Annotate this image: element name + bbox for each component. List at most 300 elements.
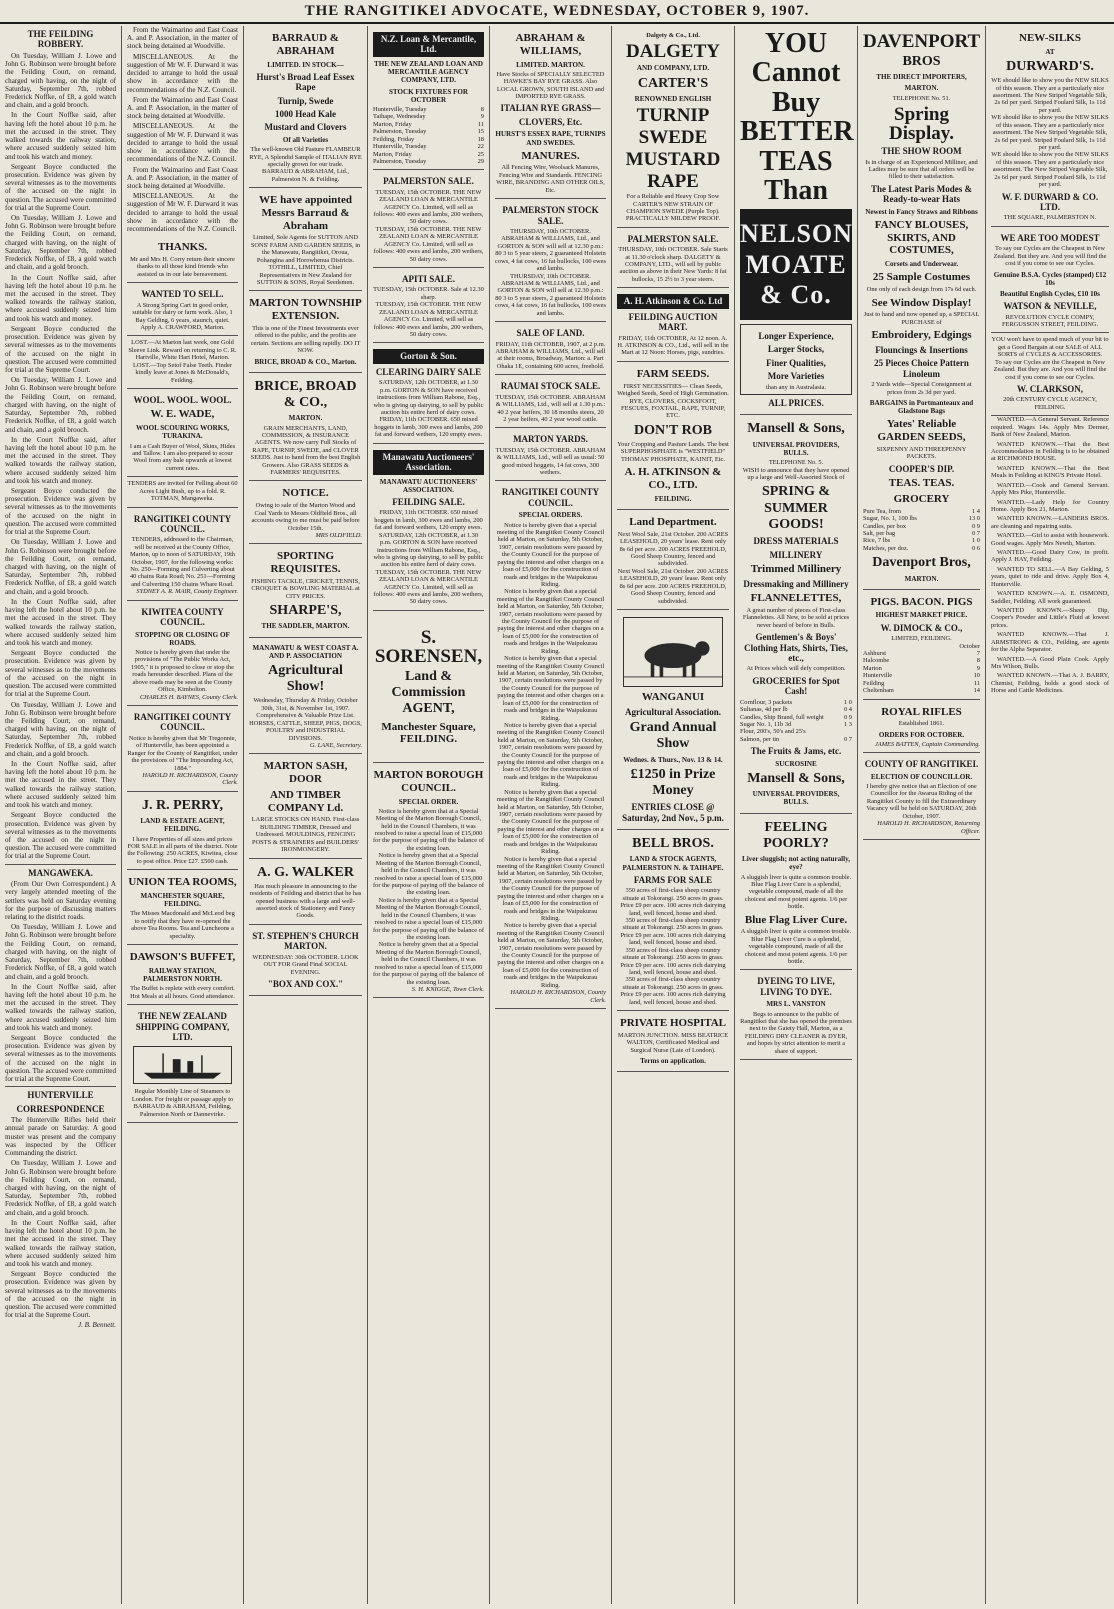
ad-palmerston-sale [373,170,484,268]
ad-marton-township [249,291,362,372]
ad-rangitikei-ranger [127,706,238,792]
ad-item: MILLINERY [769,549,823,560]
ad-text: WEDNESDAY: 30th OCTOBER. LOOK OUT FOR Grand Final SOCIAL EVENING. [252,953,359,976]
ad-subheading: LIMITED, FEILDING. [891,635,952,643]
ad-text: MARTON JUNCTION. MISS BEATRICE WALTON, Certificated Medical and Surgical Nurse (Late of London). [617,1031,729,1054]
ad-subheading: BRICE, BROAD & CO., Marton. [254,357,357,366]
ad-subheading: THE NEW ZEALAND LOAN AND MERCANTILE AGENCY COMPANY, LTD. [373,59,484,85]
ad-apiti-sale [373,268,484,343]
ad-heading: Mansell & Sons, [747,770,845,786]
ad-tag: A. H. Atkinson & Co. Ltd [617,294,729,308]
ad-item: DRESS MATERIALS [753,536,839,547]
ad-subheading: MARTON. [288,414,323,423]
article-paragraph: Sergeant Boyce conducted the prosecution. Evidence was given by several witnesses as to the movements of the accused on the night in question. The accused were committed for trial at the Supreme Court. [5,1034,116,1084]
ad-heading: MARTON BOROUGH COUNCIL. [373,769,484,794]
column-8 [857,26,985,1604]
ad-item: MUSTARD [625,149,721,171]
list-item: Sugar No. 1, 11b 3d 1 3 [740,721,852,729]
nelson-moate-logo: NELSON MOATE & Co. [740,209,852,319]
ad-heading: DON'T ROB [634,422,712,438]
ad-item: Hurst's Broad Leaf Essex Rape [256,71,355,93]
list-item: Flour, 200's, 50's and 25's [740,728,806,736]
ad-text: The well-known Old Pasture FLAMBEUR RYE, A Splendid Sample of ITALIAN RYE specially grown for our trade. [249,146,362,168]
ad-heading: 25 Sample Costumes [872,271,971,284]
article-paragraph: On Tuesday, William J. Lowe and John G. Robinson were brought before the Feilding Court, on remand, charged with having, on the night of Saturday, September 7th, robbed Frederick Noffke, of £8, a gold watch and chain, and a gold brooch. [5,214,116,272]
tea-ad-line: YOU [764,28,828,59]
ad-text: Wednesday, Thursday & Friday, October 30th, 31st, & November 1st, 1907. Comprehensive & Valuable Prize List. HORSES, CATTLE, SHEEP, PIGS, DOGS, POULTRY and INDUSTRIAL DIVISIONS. [249,697,362,742]
tea-ad-line: Buy [771,86,821,118]
ad-subheading: UNIVERSAL PROVIDERS, BULLS. [752,790,840,807]
article-paragraph: The Hunterville Rifles held their annual parade on Saturday. A good muster was present and the company was inspected by the Officer Commanding the district. [5,1116,116,1158]
ad-text: A sluggish liver is quite a common trouble. Blue Flag Liver Cure is a splendid, vegetable compound, made of all the choicest and most potent agents. 1/6 per bottle. [740,873,852,911]
ad-mansell-spring [740,415,852,813]
tea-ad-line: BETTER [740,116,854,148]
ad-heading: The Fruits & Jams, etc. [750,746,842,757]
ad-heading: RAUMAI STOCK SALE. [500,381,601,392]
column-5 [489,26,611,1604]
ad-heading: PALMERSTON SALE. [627,233,719,244]
list-item: WANTED.—Lady Help for Country Home. Apply Box 21, Marton. [991,498,1109,513]
list-item: Cornflour, 3 packets 1 0 [740,698,852,706]
ad-heading: FANCY BLOUSES, SKIRTS, AND COSTUMES, [874,218,969,257]
ad-text: Begs to announce to the public of Rangitikei that she has opened the premises next to the Gaiety Hall, Marton, as a FEILDING DRY CLEANER & DYER, and hopes by strict attention to merit a share of support. [740,1010,852,1055]
telephone: TELEPHONE No. 51. [892,94,951,102]
ad-text: The Misses Macdonald and McLeod beg to notify that they have re-opened the above Tea Rooms. Tea and Luncheons a speciality. [130,910,235,940]
ad-text: One only of each design from 17s 6d each. [866,286,977,294]
grocery-price-list [863,508,980,553]
list-item: Ashhurst 7 [863,649,980,657]
ad-heading: A. H. ATKINSON & CO., LTD. [624,466,722,492]
ad-text: TUESDAY, 15th OCTOBER. THE NEW ZEALAND LOAN & MERCANTILE AGENCY Co. Limited, will sell as follows: 400 ewes and lambs, 200 wethers, 50 dairy cows. [373,568,484,606]
list-item: Hunterville 10 [863,672,980,680]
ad-barraud-abraham [249,26,362,188]
ad-text: 350 acres of first-class sheep country situate at Tokorangi. 250 acres in grass. Price £9 per acre. 100 acres rich dairying land, well fenced, house and shed. [620,946,726,976]
ad-item: ITALIAN RYE GRASS— [500,103,601,114]
ad-subheading: THE SADDLER, MARTON. [261,622,350,631]
ad-item: Of all Varieties [282,135,329,144]
ad-text: LOST.—Top Setof False Teeth. Finder kindly leave at Jones & McDonald's, Feilding. [133,361,232,384]
ad-heading: CLEARING DAIRY SALE [375,366,482,377]
wanted-ads [991,416,1109,694]
ad-item: MANURES. [521,149,580,162]
ad-heading: WOOL. WOOL. WOOL. [133,394,232,405]
ad-text: I am a Cash Buyer of Wool, Skins, Hides and Tallow. I am also prepared to scour Wool from any bale upwards at lowest current rates. [129,442,236,472]
ad-vanston-dyer [740,970,852,1060]
ad-text: Your Cropping and Pasture Lands. The best SUPERPHOSPHATE is "WESTFIELD" THOMAS' PHOSPHATE, KAINIT, Etc. [617,441,729,463]
ad-subheading: UNIVERSAL PROVIDERS, BULLS. [752,440,840,457]
ad-heading: THANKS. [157,241,208,254]
ad-text: WE should like to show you the NEW SILKS of this season. They are a particularly nice assortment. The New Striped Vegetable Silk, 2s 6d per yard. Striped Foulard Silk, 1s 11d per yard. [991,114,1109,151]
feature-item: More Varieties [767,371,825,382]
article-paragraph: Sergeant Boyce conducted the prosecution. Evidence was given by several witnesses as to the movements of the accused on the night in question. The accused were committed for trial at the Supreme Court. [5,649,116,699]
ad-heading: FEILDING SALE. [392,496,465,507]
ad-text: Notice is hereby given that at a Special Meeting of the Marton Borough Council, held in the Council Chambers, it was resolved to raise a special loan of £15,000 for the purpose of paying off the balance of the existing loan. [373,852,484,897]
ad-item: The Latest Paris Modes & Ready-to-wear Hats [871,183,972,205]
ad-item: SWEDE [638,127,708,149]
list-item: Pure Tea, from 1 4 [863,507,980,515]
ad-item: 1000 Head Kale [275,109,336,120]
ad-text: TUESDAY, 15th OCTOBER. Sale at 12.30 sharp. [373,286,484,301]
ad-text: SIXPENNY AND THREEPENNY PACKETS. [876,445,967,461]
list-item: Cheltenham 14 [863,687,980,695]
ad-subheading: SPECIAL ORDER. [398,797,459,806]
ad-heading: COOPER'S DIP. [888,463,955,474]
ad-heading: Gentlemen's & Boys' Clothing Hats, Shirts, Ties, etc., [744,632,848,664]
ad-text: WE should like to show you the NEW SILKS of this season. They are a particularly nice assortment. The New Striped Vegetable Silk, 2s 6d per yard. Striped Foulard Silk, 1s 11d per yard. [991,151,1109,189]
list-item: Marton, Friday 11 [373,120,484,128]
tea-ad-line: TEAS [759,145,833,177]
ad-tag: Dalgety & Co., Ltd. [646,32,700,39]
list-item: WANTED TO SELL.—A Bay Gelding, 5 years, quiet to ride and drive. Apply Box 4, Hunterville. [991,565,1109,588]
ad-heading: FLANNELETTES, [750,592,842,605]
ad-text: Regular Monthly Line of Steamers to London. For freight or passage apply to BARRAUD & ABRAHAM, Feilding, Palmerston North or Dannevirke. [131,1088,234,1118]
ad-heading: GROCERY [893,493,950,505]
list-item: WANTED.—A General Servant. Reference required. Wages 14s. Apply Mrs Dermer, Bank of New Zealand, Marton. [991,416,1109,439]
ad-heading: DAVENPORT [863,31,981,52]
ad-text: The Buffet is replete with every comfort. Hot Meals at all hours. Good attendance. [130,985,235,1000]
ad-text: FIRST NECESSITIES— Clean Seeds, Weighed Seeds, Seed of High Germination. RYE, CLOVERS, COCKSFOOT, FESCUES, FOXTAIL, RAPE, TURNIP, ETC. [617,382,729,420]
ad-item: Turnip, Swede [277,95,334,106]
ad-rangitikei-special [495,481,606,1009]
ad-closing: ENTRIES CLOSE @ Saturday, 2nd Nov., 5 p.m. [622,802,724,823]
ad-item: CLOVERS, Etc. [518,116,583,127]
ad-wool [127,389,238,477]
article-paragraph: On Tuesday, William J. Lowe and John G. Robinson were brought before the Feilding Court, on remand, charged with having, on the night of Saturday, September 7th, robbed Frederick Noffke, of £8, a gold watch and chain, and a gold brooch. [5,923,116,981]
ad-atkinson-mart [617,288,729,362]
ad-text: SATURDAY, 12th OCTOBER, at 1.30 p.m. GORTON & SON have received instructions from William Rabone, Esq., who is giving up dairying, to sell by public auction his entire herd of dairy cows. [373,379,484,416]
ad-thanks [127,235,238,283]
ad-heading: FEILDING AUCTION MART. [628,311,718,333]
ad-subheading: MARTON. [904,84,939,93]
ad-heading: BROS [902,54,941,69]
ad-prize: £1250 in Prize Money [630,766,716,799]
ad-heading: W. DIMOCK & CO., [880,622,963,633]
ad-heading: Blue Flag Liver Cure. [744,913,848,926]
ad-heading: SPRING & SUMMER GOODS! [761,484,831,532]
ad-sporting [249,544,362,637]
ad-text: Mr and Mrs H. Corry return their sincere thanks to all those kind friends who assisted us in our late bereavement. [130,256,235,278]
column-4 [367,26,489,1604]
ad-address: Manchester Square, FEILDING. [381,720,476,746]
list-item: WANTED KNOWN.—That A. J. BARRY, Chemist, Feilding, holds a good stock of Horse and Cattle Medicines. [991,672,1109,695]
ad-text: LOST.—At Marton last week, one Gold Sleeve Link. Reward on returning to C. R. Hartville, White Hart Hotel, Marton. [128,339,237,362]
signature: MRS OLDFIELD. [315,531,362,539]
ad-item: Mustard and Clovers [264,122,347,133]
list-item: Hunterville, Tuesday 8 [373,105,484,113]
ad-shipping [127,1005,238,1123]
ad-subheading: HIGHEST MARKET PRICE. [875,611,968,620]
ad-subheading: FARMS FOR SALE [633,874,713,885]
ad-subheading: AND COMPANY, LTD. [636,64,710,73]
ad-marton-sash [249,754,362,858]
article-paragraph: MISCELLANEOUS. At the suggestion of Mr W. F. Durward it was decided to arrange to hold the usual show in accordance with the recommendations of the N.Z. Council. [127,122,238,164]
ad-text: TENDERS, addressed to the Chairman, will be received at the County Office, Marton, up to noon of SATURDAY, 19th October, 1907, for the following works: No. 250—Forming and Culverting about 40 chains Rata Road; No. 251—Forming and Culverting 150 chains Whare Road. [129,536,236,588]
signature: SYDNEY A. R. MAIR, County Engineer. [136,588,238,596]
ad-heading: TEAS. TEAS. [888,477,955,490]
ad-text: This is one of the Finest Investments ever offered to the public, and the profits are certain. Sections are selling rapidly. DO IT NOW. [250,324,361,355]
signature: JAMES BATTEN, Captain Commanding. [874,740,980,748]
article-paragraph: Sergeant Boyce conducted the prosecution. Evidence was given by several witnesses as to the movements of the accused on the night in question. The accused were committed for trial at the Supreme Court. [5,1270,116,1320]
ad-heading: APITI SALE. [401,274,455,284]
ship-illustration [133,1046,232,1084]
article-paragraph: Sergeant Boyce conducted the prosecution. Evidence was given by several witnesses as to the movements of the accused on the night in question. The accused were committed for trial at the Supreme Court. [5,487,116,537]
ad-subheading: AT [1045,47,1055,56]
features-box [740,324,852,395]
column-7 [734,26,857,1604]
ad-text: Notice is hereby given that a special meeting of the Rangitikei County Council held at Marton, on Saturday, 5th October, 1907, certain resolutions were passed by the County Council for the purpose of paying the interest and other charges on a loan of £5,000 for the construction of roads and bridges in the Waipukurau Riding. [496,922,605,989]
signature: HAROLD H. RICHARDSON, Returning Officer. [877,820,980,835]
signature: G. LANE, Secretary. [309,742,362,749]
ad-heading: Yates' Reliable GARDEN SEEDS, [877,418,966,444]
ad-abraham-williams [495,26,606,199]
ad-heading: Spring Display. [889,104,954,145]
ad-text: Notice is hereby given that a special meeting of the Rangitikei County Council held at Marton, on Saturday, 5th October, 1907, certain resolutions were passed by the County Council for the purpose of paying the interest and other charges on a loan of £5,000 for the construction of roads and bridges in the Waipukurau Riding. [496,788,605,856]
ad-heading: SALE OF LAND. [516,328,585,339]
ad-text: To say our Cycles are the Cheapest in New Zealand. But they are. And you will find the cost if you come to see our Cycles. [993,245,1107,268]
ad-text: THURSDAY, 10th OCTOBER. Sale Starts at 11.30 o'clock sharp. DALGETY & COMPANY, LTD., will sell by public auction as above in their New Yards: 8 fat bullocks, 15 2½ to 3 year steers. [618,246,728,283]
feature-item: Larger Stocks, [767,344,825,355]
list-item: WANTED.—Good Dairy Cow, in profit. Apply J. HAY, Feilding. [991,549,1109,564]
ad-heading: Land Department. [629,515,717,528]
column-6 [611,26,734,1604]
ad-heading: BARRAUD & ABRAHAM [272,32,339,57]
ad-text: TUESDAY, 15th OCTOBER. THE NEW ZEALAND LOAN & MERCANTILE AGENCY Co. Limited, will sell as follows: 400 ewes and lambs, 200 wethers, 50 dairy cows. [373,301,484,338]
ad-text: SATURDAY, 12th OCTOBER, at 1.30 p.m. GORTON & SON have received instructions from William Rabone, Esq., who is giving up dairying, to sell by public auction his entire herd of dairy cows. [373,531,484,569]
ad-subheading: MANAWATU & WEST COAST A. AND P. ASSOCIATION [252,643,359,660]
article-paragraph: On Tuesday, William J. Lowe and John G. Robinson were brought before the Feilding Court, on remand, charged with having, on the night of Saturday, September 7th, robbed Frederick Noffke, of £8, a gold watch and chain, and a gold brooch. [5,51,116,110]
ad-election [863,753,980,840]
signature: S. H. KNIGGE, Town Clerk. [411,985,484,993]
ad-heading: S. SORENSEN, [374,626,483,667]
divider [5,1086,116,1087]
tea-ad-line: Cannot [751,57,841,89]
ad-text: FISHING TACKLE, CRICKET, TENNIS, CROQUET & BOWLING MATERIAL at CITY PRICES. [251,577,360,600]
ad-nz-loan [373,26,484,170]
list-item: Candles, Ship Brand, full weight 0 9 [740,713,852,721]
ad-heading: NOTICE. [282,487,329,500]
signature: J. B. Bennett. [77,1321,116,1330]
ad-text: FRIDAY, 11th OCTOBER. 650 mixed hoggets in lamb, 300 ewes and lambs, 200 fat and forward wethers, 120 empty ewes. [374,416,483,439]
fixtures-heading: STOCK FIXTURES FOR OCTOBER [388,87,469,104]
ad-heading: See Window Display! [871,296,972,309]
list-item: WANTED KNOWN.—LANDERS BROS. are cleaning and repairing suits. [991,515,1109,530]
list-item: Taihape, Wednesday 9 [373,113,484,121]
column-2 [121,26,243,1604]
ad-text: TENDERS are invited for Felling about 60 Acres Light Bush, up to a fold. R. TOTMAN, Mangaweka. [127,480,238,503]
article-paragraph: In the Court Noffke said, after having left the hotel about 10 p.m. he met the accused in the street. They walked towards the railway station, where accused suddenly seized him and took his watch and money. [5,982,116,1032]
ad-heading: Grand Annual Show [629,720,717,752]
ad-heading: WE have appointed Messrs Barraud & Abraham [259,194,352,232]
ad-heading: Davenport Bros, [872,555,971,571]
article-paragraph: Sergeant Boyce conducted the prosecution. Evidence was given by several witnesses as to the movements of the accused on the night in question. The accused were committed for trial at the Supreme Court. [5,811,116,861]
ad-heading: ROYAL RIFLES [881,705,962,718]
ad-dawson-buffet [127,945,238,1005]
ad-text: I have Properties of all sizes and prices FOR SALE in all parts of the district. Note the Following: 250 ACRES, Kiwitea, close to post office. Price £27. £500 cash. [127,835,238,865]
fixtures-list [373,106,484,165]
ad-text: FRIDAY, 11th OCTOBER. 650 mixed hoggets in lamb, 300 ewes and lambs, 200 fat and forward wethers, 120 empty ewes. [374,509,483,532]
ad-text: To say our Cycles are the Cheapest in New Zealand. But they are. And you will find the cost if you come to see our Cycles. [993,358,1107,381]
ad-gorton [373,343,484,443]
list-item: WANTED KNOWN.—Sheep Dip, Cooper's Powder and Little's Fluid at lowest prices. [991,606,1109,629]
ad-subheading: ELECTION OF COUNCILLOR. [870,772,973,781]
ad-heading: WATSON & NEVILLE, [1003,301,1097,312]
ad-sale-of-land [495,322,606,375]
ad-heading: MARTON YARDS. [513,434,588,445]
ad-heading: W. E. WADE, [150,408,215,421]
ad-subheading: LAND & ESTATE AGENT, FEILDING. [140,817,225,834]
ad-text: Notice is hereby given that a special meeting of the Rangitikei County Council held at Marton, on Saturday, 5th October, 1907, certain resolutions were passed by the County Council for the purpose of paying the interest and other charges on a loan of £5,000 for the construction of roads and bridges in the Waipukurau Riding. [496,855,605,922]
ad-text: TUESDAY, 15th OCTOBER. THE NEW ZEALAND LOAN & MERCANTILE AGENCY Co. Limited, will sell as follows: 400 ewes and lambs, 200 wethers, 50 dairy cows. [373,225,484,263]
ad-sorensen [373,611,484,763]
ad-dimock-pigs [863,590,980,700]
ad-subheading: SPECIAL ORDERS. [518,511,583,520]
ad-item: RENOWNED ENGLISH [634,94,712,103]
ad-text: WISH to announce that they have opened up a large and Well-Assorted Stock of [742,466,850,481]
list-item: Sultanas, 4d per lb 0 4 [740,706,852,714]
ad-heading: COUNTY OF RANGITIKEI. [864,759,979,770]
ad-heading: RANGITIKEI COUNTY COUNCIL. [501,487,600,508]
list-item: Palmerston, Tuesday 29 [373,157,484,165]
ad-subheading: LIMITED. IN STOCK— [267,60,344,69]
ad-text: TUESDAY, 15th OCTOBER. ABRAHAM & WILLIAMS, Ltd., will sell as usual: 50 good mixed hoggets, 14 fat cows, 300 wethers. [495,446,606,477]
ad-heading: SHARPE'S, [269,603,342,619]
ad-heading: KIWITEA COUNTY COUNCIL. [141,606,224,628]
masthead: THE RANGITIKEI ADVOCATE, WEDNESDAY, OCTOBER 9, 1907. [0,0,1114,24]
list-item: Sugar, No. 1, 100 lbs 13 0 [863,515,980,523]
ad-heading: BRICE, BROAD & CO., [254,378,357,411]
article-paragraph: In the Court Noffke said, after having left the hotel about 10 p.m. he met the accused in the street. They walked towards the railway station, where accused suddenly seized him and took his watch and money. [5,435,116,485]
ad-dalgety [617,26,729,228]
list-item: WANTED KNOWN.—That J. ARMSTRONG & CO., Feilding, are agents for the Alpha Separator. [991,631,1109,654]
ad-subheading: MANAWATU AUCTIONEERS' ASSOCIATION. [379,477,478,494]
ad-subheading: REVOLUTION CYCLE COMPY, FERGUSSON STREET, FEILDING. [1001,313,1099,329]
ad-text: Owing to sale of the Marton Wood and Coal Yards to Messrs Oldfield Bros., all accounts owing to me must be paid before October 15th. [251,502,360,532]
ad-heading: PIGS. BACON. PIGS [870,595,973,608]
ad-text: Notice is hereby given that at a Special Meeting of the Marton Borough Council, held in the Council Chambers, it was resolved to raise a special loan of £15,000 for the purpose of paying off the balance of the existing loan. [373,807,484,852]
ad-heading: Mansell & Sons, [747,421,845,437]
cattle-illustration [623,617,723,687]
ad-heading: UNION TEA ROOMS, [128,876,237,889]
ad-text: Notice is hereby given that a special meeting of the Rangitikei County Council held at Marton, on Saturday, 5th October, 1907, certain resolutions were passed by the County Council for the purpose of paying the interest and other charges on a loan of £5,000 for the construction of roads and bridges in the Waipukurau Riding. [496,521,605,588]
grocery-price-list [740,699,852,744]
ad-subheading: LAND & STOCK AGENTS, PALMERSTON N. & TAIHAPE. [622,855,724,872]
ad-durward-silks [991,26,1109,227]
ad-heading: ABRAHAM & WILLIAMS, [515,32,586,57]
ad-text: I hereby give notice that an Election of one Councillor for the Awarua Riding of the Rangitikei County to fill the Extraordinary Vacancy will be held on SATURDAY, 26th October, 1907. [866,782,977,820]
signature: CHARLES H. BAYNES, County Clerk. [139,693,238,701]
article-paragraph: From the Waimarino and East Coast A. and P. Association, in the matter of stock being detained at Woodville. [127,165,238,190]
ad-heading: DYEING TO LIVE, LIVING TO DYE. [757,976,835,997]
headline-mangaweka: MANGAWEKA. [28,867,93,878]
ad-subheading: Established 1861. [898,720,945,728]
ad-text: Is in charge of an Experienced Milliner, and Ladies may be sure that all orders will be filled to their satisfaction. [865,158,978,181]
ad-dates: Wednes. & Thurs., Nov. 13 & 14. [623,755,723,764]
ad-heading: THE NEW ZEALAND SHIPPING COMPANY, LTD. [135,1011,230,1042]
ad-subheading: SUCROSINE [775,759,817,768]
ad-subheading: MRS L. VANSTON [766,1000,826,1009]
ad-heading: MARTON SASH, DOOR [263,760,348,786]
ad-text: All Fencing Wire, Woolsack Manures, Fencing Wire and Standards. FENCING WIRE, BRANDING AND OTHER OILS, Etc. [496,164,605,194]
signature: TOTHILL, LIMITED, Chief Representatives in New Zealand for SUTTON & SONS, Royal Seedsmen. [256,264,355,287]
telephone: TELEPHONE No. 5. [768,459,824,467]
feature-tail: than any in Australasia. [766,383,826,391]
ad-tag: WANGANUI [641,690,705,703]
ad-private-hospital [617,1011,729,1072]
article-paragraph: MISCELLANEOUS. At the suggestion of Mr W. F. Durward it was decided to arrange to hold the usual show in accordance with the recommendations of the N.Z. Council. [127,192,238,234]
ad-item: Corsets and Underwear. [884,260,959,269]
ad-item: Newest in Fancy Straws and Ribbons [865,207,978,216]
ad-heading: RANGITIKEI COUNTY COUNCIL. [133,513,232,534]
ad-heading: W. CLARKSON, [1017,384,1083,394]
ad-text: GRAIN MERCHANTS, LAND, COMMISSION, & INSURANCE AGENTS. We now carry Full Stocks of RAPE, TURNIP, SWEDE, and CLOVER SEEDS. Just to hand from the best English Growers. Also GRASS SEEDS & FARMERS' REQUISITES. [250,424,361,477]
article-paragraph: On Tuesday, William J. Lowe and John G. Robinson were brought before the Feilding Court, on remand, charged with having, on the night of Saturday, September 7th, robbed Frederick Noffke, of £8, a gold watch and chain, and a gold brooch. [5,700,116,758]
ad-subheading: THE SQUARE, PALMERSTON N. [1003,214,1097,222]
ad-heading: PALMERSTON SALE. [383,176,474,187]
article-paragraph: MISCELLANEOUS. At the suggestion of Mr W. F. Durward it was decided to arrange to hold the usual show in accordance with the recommendations of the N.Z. Council. [127,52,238,94]
ad-tender [127,477,238,507]
ad-heading: 25 Pieces Choice Pattern Linoleum [874,358,969,379]
ad-text: A Strong Spring Cart in good order, suitable for dairy or farm work. Also, 1 Bay Gelding, 6 years, staunch, quiet. Apply A. CRAWFORD, Marton. [132,301,233,331]
ad-text: FRIDAY, 11th OCTOBER, At 12 noon. A. H. ATKINSON & CO., Ltd., will sell in the Mart at 12 Noon: Horses, pigs, sundries. [617,334,729,357]
ship-icon [134,1047,231,1083]
ad-subheading: RAILWAY STATION, PALMERSTON NORTH. [143,966,222,984]
column-9 [985,26,1114,1604]
dates-heading: October [959,642,980,650]
ad-marton-borough [373,763,484,998]
ad-subheading: WOOL SCOURING WORKS, TURAKINA. [135,424,230,441]
ad-royal-rifles [863,700,980,754]
list-item: Marton 9 [863,664,980,672]
ad-text: 350 acres of first-class sheep country situate at Tokorangi. 250 acres in grass. Price £9 per acre. 100 acres rich dairying land, well fenced, house and shed. [620,976,726,1006]
list-item: Salmon, per tin 0 7 [740,735,852,743]
ad-text: Has much pleasure in announcing to the residents of Feilding and district that he has opened business with a large and well-assorted stock of Stationery and Fancy Goods. [249,882,362,920]
list-item: Rice, 7 lbs 1 0 [863,537,980,545]
ad-text: Notice is hereby given that at a Special Meeting of the Marton Borough Council, held in the Council Chambers, it was resolved to raise a special loan of £15,000 for the purpose of paying off the balance of the existing loan. [373,941,484,986]
ad-text: Notice is hereby given that a special meeting of the Rangitikei County Council held at Marton, on Saturday, 5th October, 1907, certain resolutions were passed by the County Council for the purpose of paying the interest and other charges on a loan of £5,000 for the construction of roads and bridges in the Waipukurau Riding. [496,588,605,655]
ad-heading: Flouncings & Insertions [875,344,968,355]
list-item: WANTED.—A Good Plain Cook. Apply Mrs Wilson, Bulls. [991,655,1109,670]
list-item: Matches, per doz. 0 6 [863,544,980,552]
ad-text: Next Wool Sale, 21st October. 200 ACRES LEASEHOLD, 20 years' lease. Rent only 8s 6d per acre. 200 ACRES FREEHOLD, Good Sheep Country, fenced and subdivided. [617,567,729,605]
list-item: Salt, per bag 0 7 [863,530,980,538]
article-paragraph: From the Waimarino and East Coast A. and P. Association, in the matter of stock being detained at Woodville. [127,95,238,121]
ad-palmerston-stock [495,199,606,322]
ad-davenport [863,26,980,590]
ad-union-tea-rooms [127,870,238,945]
ad-heading: W. F. DURWARD & CO. LTD. [1001,191,1099,212]
ad-subheading: MANCHESTER SQUARE, FEILDING. [140,891,225,909]
ad-text: Have Stocks of SPECIALLY SELECTED HAWKE'S BAY RYE GRASS. Also LOCAL GROWN, SOUTH ISLAND and IMPORTED RYE GRASS. [496,70,605,100]
ad-item: Trimmed Millinery [750,562,842,575]
ad-item: HURST'S ESSEX RAPE, TURNIPS AND SWEDES. [495,130,606,147]
ad-heading: DALGETY [626,41,720,63]
ad-text: 350 acres of first-class sheep country situate at Tokorangi. 250 acres in grass. Price £9 per acre. 100 acres rich dairying land, well fenced, house and shed. [620,916,726,947]
ad-subheading: 20th CENTURY CYCLE AGENCY, FEILDING. [1003,396,1097,411]
ad-text: THURSDAY, 10th OCTOBER. ABRAHAM & WILLIAMS, Ltd., and GORTON & SON will sell at 12.30 p.m.: 80 3 to 5 year steers, 2 guaranteed Holstein cows, 4 fat cows, 16 fat bullocks, 100 ewes and lambs. [495,228,606,273]
ad-brice-broad [249,373,362,482]
signature: HAROLD H. RICHARDSON, County Clerk. [142,772,238,787]
list-item: Feilding, Friday 18 [373,135,484,143]
ad-heading: PALMERSTON STOCK SALE. [502,205,599,226]
article-paragraph: In the Court Noffke said, after having left the hotel about 10 p.m. he met the accused in the street. They walked towards the railway station, where accused suddenly seized him and took his watch and money. [5,111,116,161]
pig-collection-dates [863,650,980,695]
article-paragraph: From the Waimarino and East Coast A. and P. Association, in the matter of stock being detained at Woodville. [127,26,238,51]
ad-text: FRIDAY, 11th OCTOBER, 1907, at 2 p.m. ABRAHAM & WILLIAMS, Ltd., will sell at their rooms, Broadway, Marton: a. Part Ohaka 1E, containing 600 acres, freehold. [495,340,606,370]
ad-heading: Manawatu Auctioneers' Association. [373,450,484,475]
ad-text: 2 Yards wide—Special Consignment at prices from 2s 3d per yard. [871,381,972,396]
ad-wanganui-show [617,610,729,830]
ad-manawatu-show [249,638,362,755]
